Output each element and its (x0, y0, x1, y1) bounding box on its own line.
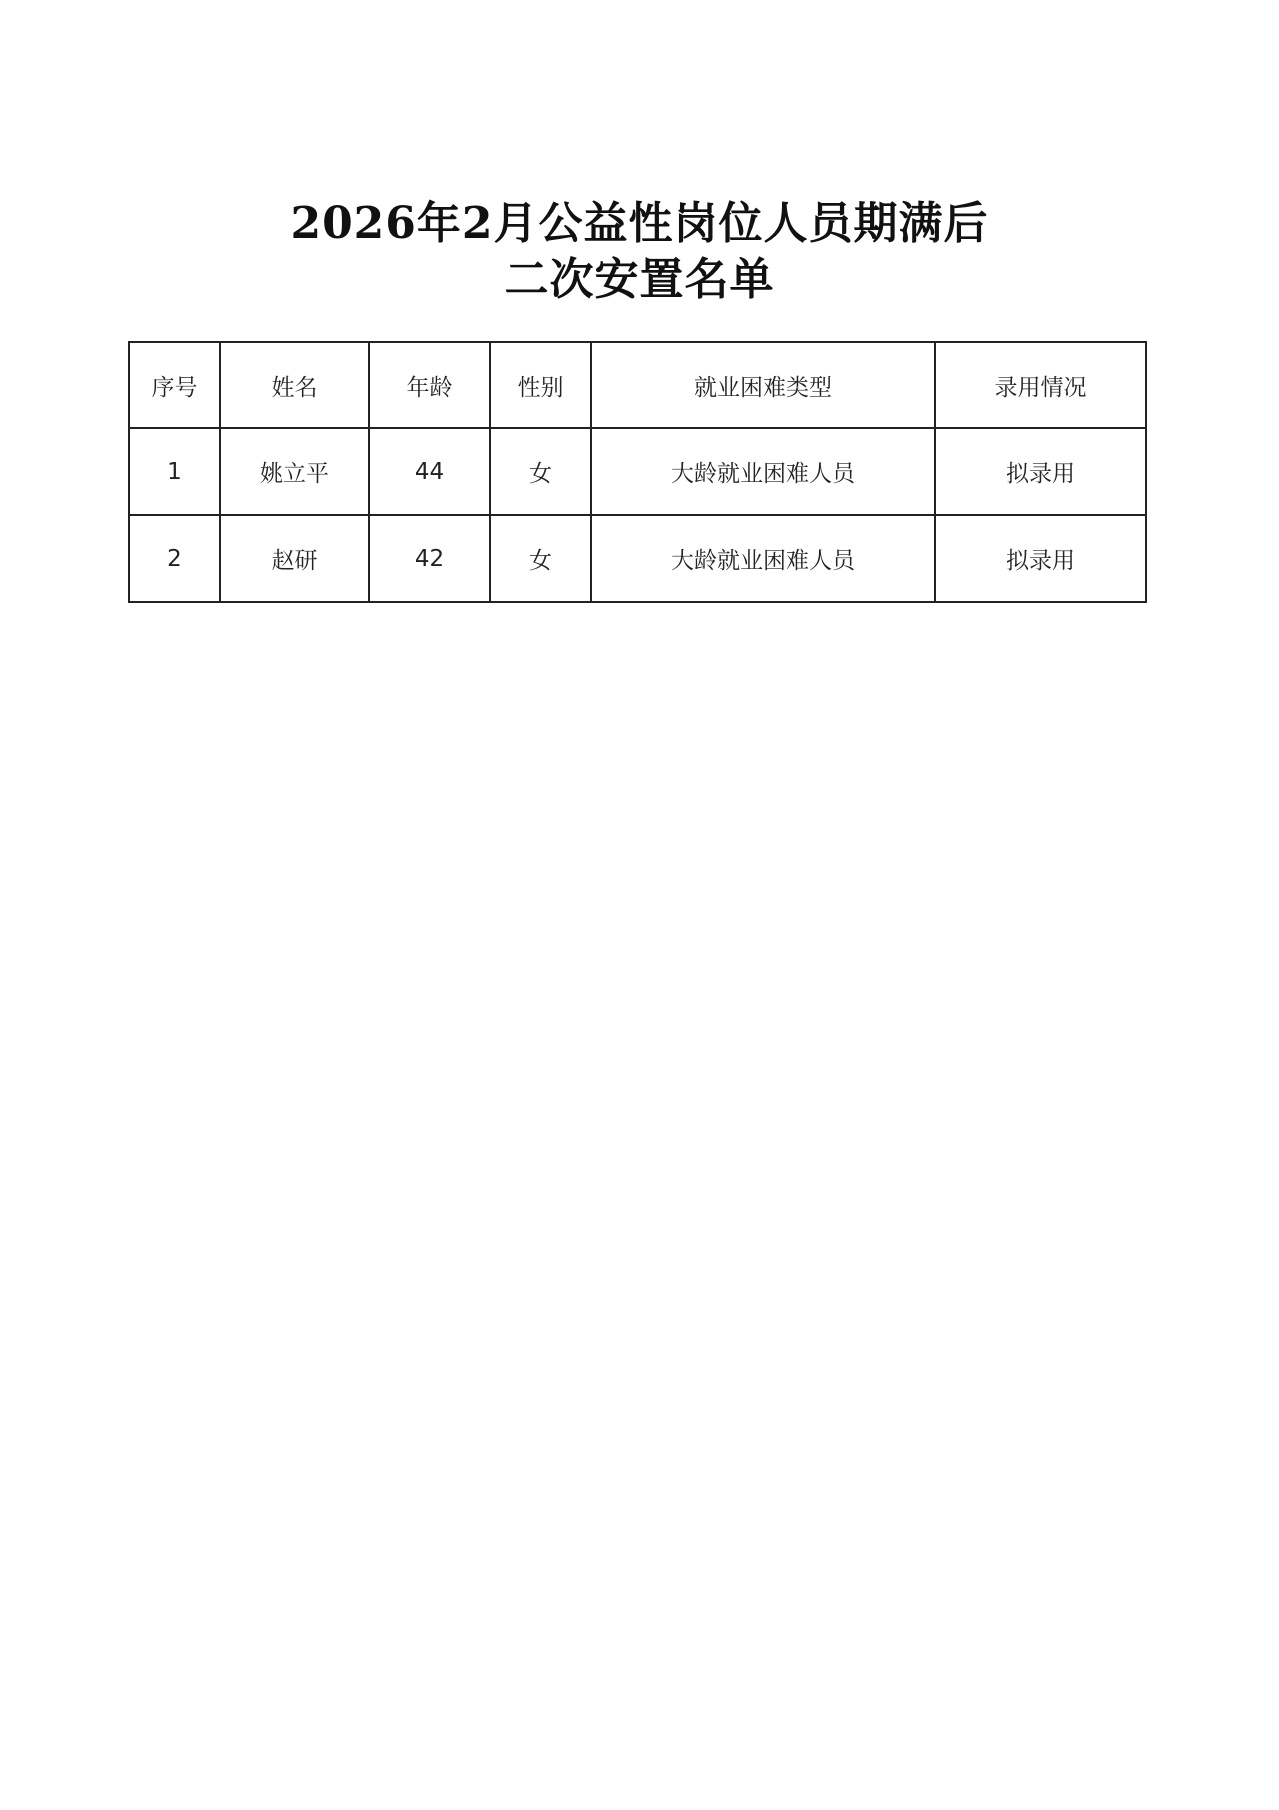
document-title-line-2: 二次安置名单 (504, 254, 775, 305)
placement-table-container (128, 341, 1145, 603)
table-row (129, 515, 1146, 602)
header-name: 姓名 (220, 342, 369, 428)
placement-table (128, 341, 1147, 603)
header-serial-number: 序号 (129, 342, 220, 428)
header-age: 年龄 (369, 342, 490, 428)
table-header-row (129, 342, 1146, 428)
cell-serial-number: 1 (129, 428, 220, 515)
cell-age: 44 (369, 428, 490, 515)
cell-name: 姚立平 (220, 428, 369, 515)
header-gender: 性别 (490, 342, 591, 428)
cell-serial-number: 2 (129, 515, 220, 602)
cell-hiring-status: 拟录用 (935, 515, 1146, 602)
cell-employment-difficulty-type: 大龄就业困难人员 (591, 515, 935, 602)
cell-gender: 女 (490, 515, 591, 602)
cell-name: 赵研 (220, 515, 369, 602)
table-row (129, 428, 1146, 515)
cell-age: 42 (369, 515, 490, 602)
document-title (0, 196, 1279, 308)
document-title-line-1: 2026年2月公益性岗位人员期满后 (290, 198, 989, 249)
cell-employment-difficulty-type: 大龄就业困难人员 (591, 428, 935, 515)
header-hiring-status: 录用情况 (935, 342, 1146, 428)
header-employment-difficulty-type: 就业困难类型 (591, 342, 935, 428)
cell-gender: 女 (490, 428, 591, 515)
cell-hiring-status: 拟录用 (935, 428, 1146, 515)
